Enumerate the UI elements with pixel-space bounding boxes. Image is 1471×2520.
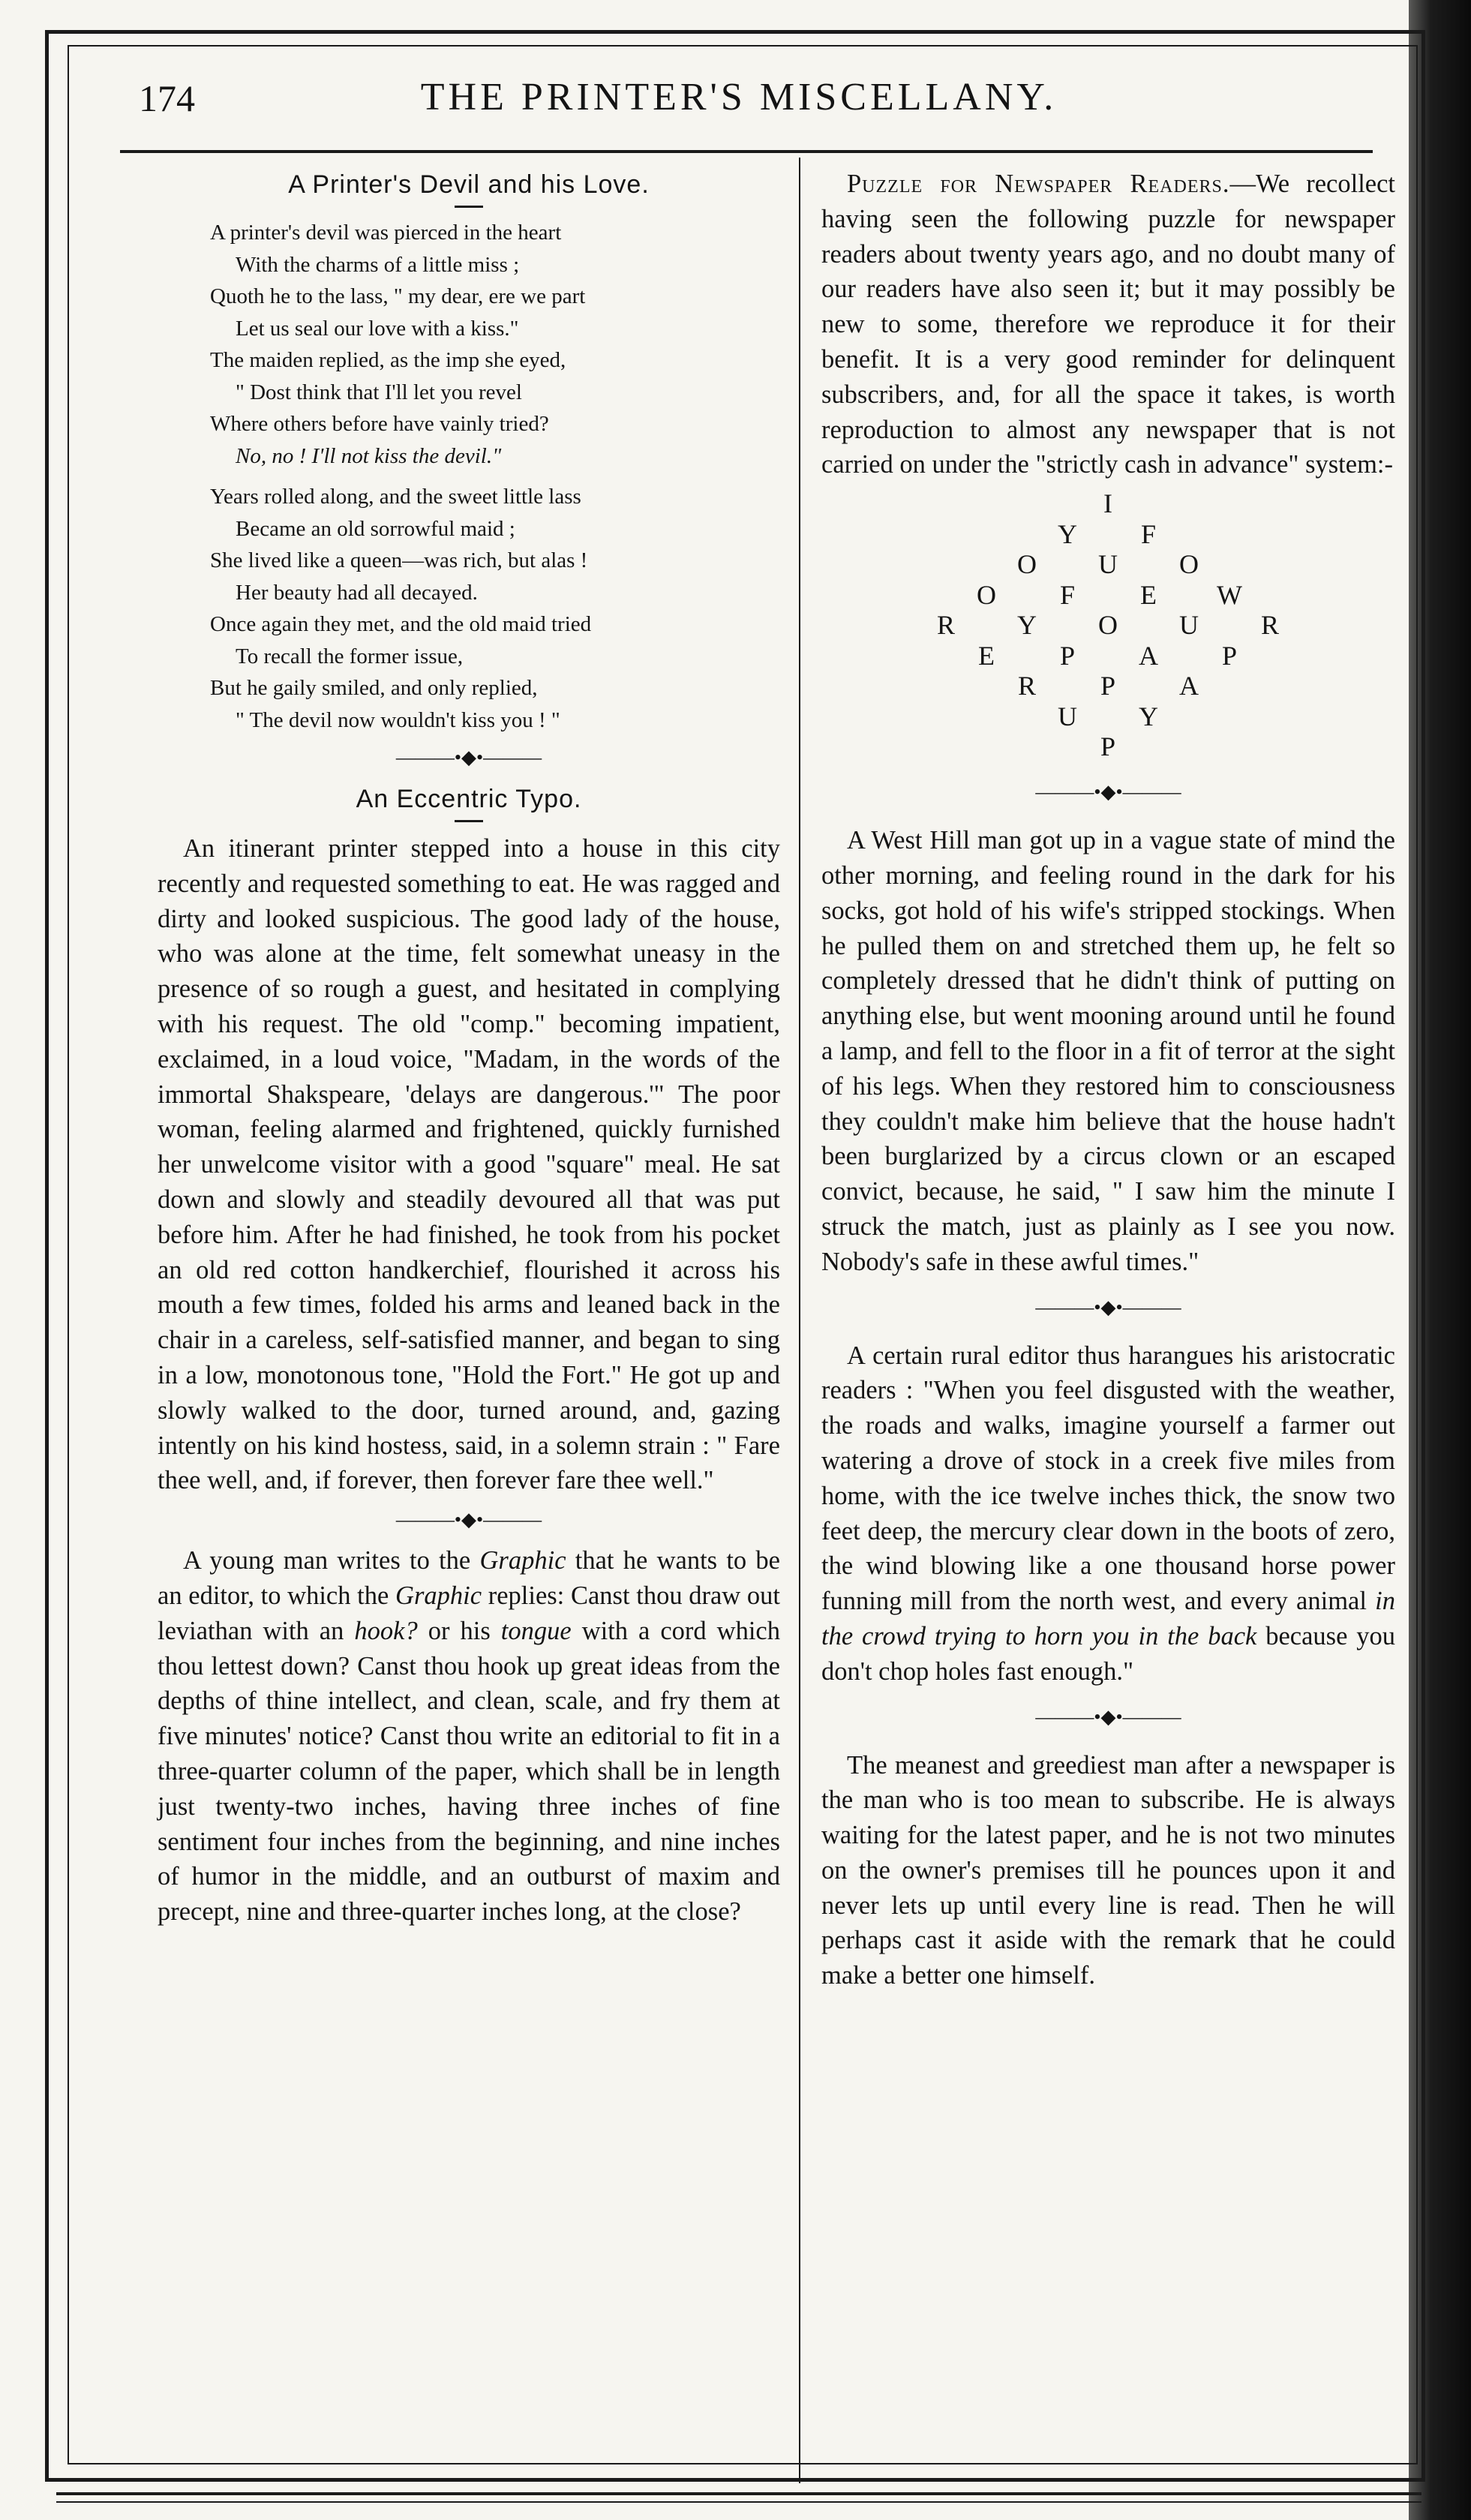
section-ornament: ———•◆•——— <box>1035 1705 1181 1728</box>
puzzle-letter: A <box>1179 671 1199 701</box>
puzzle-letter: Y <box>1017 610 1037 641</box>
poem-line: Once again they met, and the old maid tried <box>210 612 592 636</box>
poem-line: Quoth he to the lass, " my dear, ere we part <box>210 284 586 308</box>
poem-line: She lived like a queen—was rich, but alas ! <box>210 548 588 572</box>
puzzle-letter: R <box>1260 610 1279 641</box>
title-underline <box>455 206 483 208</box>
poem-line: Where others before have vainly tried? <box>210 412 549 436</box>
right-column <box>821 167 1395 1993</box>
running-head: THE PRINTER'S MISCELLANY. <box>420 76 1058 119</box>
puzzle-letter: E <box>1140 579 1157 610</box>
puzzle-letter: U <box>1098 549 1118 580</box>
page-header <box>94 66 1384 134</box>
poem-line: Let us seal our love with a kiss." <box>236 316 519 341</box>
puzzle-letter: R <box>936 610 955 641</box>
typo-title: An Eccentric Typo. <box>356 785 582 813</box>
poem-line: Her beauty had all decayed. <box>236 580 478 605</box>
poem-line: But he gaily smiled, and only replied, <box>210 676 538 700</box>
puzzle-letter: O <box>977 579 996 610</box>
section-ornament: ———•◆•——— <box>1035 781 1181 803</box>
typo-paragraph: An itinerant printer stepped into a house in this city recently and requested something to eat. He was ragged and dirty and looked suspicious. The good lady of the house, who was alone at the time, felt somewhat uneasy in the presence of so rough a guest, and hesitated in complying with his request. The old "comp." becoming impatient, exclaimed, in a loud voice, "Madam, in the words of the immortal Shakspeare, 'delays are dangerous.'" The poor woman, feeling alarmed and frightened, quickly furnished her unwelcome visitor with a good "square" meal. He sat down and slowly and steadily devoured all that was put before him. After he had finished, he took from his pocket an old red cotton handkerchief, flourished it across his mouth a few times, folded his arms and leaned back in the chair in a careless, self-satisfied manner, and began to sing in a low, monotonous tone, "Hold the Fort." He got up and slowly walked to the door, turned around, and, gazing intently on his kind hostess, said, in a solemn strain : " Fare thee well, and, if forever, then forever fare thee well." <box>158 834 780 1495</box>
section-ornament: ———•◆•——— <box>395 1509 542 1531</box>
letter-puzzle <box>821 487 1395 764</box>
west-hill-paragraph: A West Hill man got up in a vague state of mind the other morning, and feeling round in the dark for his socks, got hold of his wife's stripped stockings. When he pulled them on and stretched them up, he felt so completely dressed that he didn't think of putting on anything else, but went mooning around until he found a lamp, and fell to the floor in a fit of terror at the sight of his legs. When they restored him to consciousness they couldn't make him believe that the house hadn't been burglarized by a circus clown or an escaped convict, because, he said, " I saw him the minute I struck the match, just as plainly as I see you now. Nobody's safe in these awful times." <box>821 826 1395 1276</box>
page-number: 174 <box>139 77 195 119</box>
puzzle-letter: U <box>1058 701 1077 731</box>
poem-line: Years rolled along, and the sweet little lass <box>210 485 581 509</box>
section-ornament: ———•◆•——— <box>395 746 542 768</box>
poem-line: The maiden replied, as the imp she eyed, <box>210 348 566 372</box>
title-underline <box>455 820 483 822</box>
puzzle-letter: P <box>1221 640 1238 671</box>
puzzle-letter: Y <box>1139 701 1158 731</box>
poem-line: Became an old sorrowful maid ; <box>236 516 515 541</box>
poem-line: A printer's devil was pierced in the heart <box>210 221 562 245</box>
poem-line: No, no ! I'll not kiss the devil." <box>236 443 502 468</box>
puzzle-letter: U <box>1179 610 1199 641</box>
puzzle-letter: O <box>1179 549 1199 580</box>
section-ornament: ———•◆•——— <box>1035 1296 1181 1318</box>
puzzle-letter: R <box>1017 671 1036 701</box>
rural-editor-paragraph: A certain rural editor thus harangues his aristocratic readers : "When you feel disgusted with the weather, the roads and walks, imagine yourself a farmer out watering a drove of stock in a creek five miles from home, with the ice twelve inches thick, the snow two feet deep, the mercury clear down in the boots of zero, the wind blowing like a one thousand horse power funning mill from the north west, and every animal in the crowd trying to horn you in the back because you don't chop holes fast enough." <box>821 1341 1395 1686</box>
column-divider <box>799 158 800 2483</box>
bottom-rule-thin <box>56 2501 1421 2503</box>
puzzle-letter: P <box>1100 731 1116 762</box>
puzzle-letter: P <box>1059 640 1076 671</box>
poem-line: " Dost think that I'll let you revel <box>236 380 522 404</box>
graphic-paragraph: A young man writes to the Graphic that he wants to be an editor, to which the Graphic replies: Canst thou draw out leviathan with an hook? or his tongue with a cord which thou lettest down? Canst thou hook up great ideas from the depths of thine intellect, and clean, scale, and fry them at five minutes' notice? Canst thou write an editorial to fit in a three-quarter column of the paper, which shall be in length just twenty-two inches, having three inches of fine sentiment four inches from the beginning, and nine inches of humor in the middle, and an outburst of maxim and precept, nine and three-quarter inches long, at the close? <box>158 1546 780 1927</box>
puzzle-paragraph: Puzzle for Newspaper Readers.—We recollect having seen the following puzzle for newspaper readers about twenty years ago, and no doubt many of our readers have also seen it; but it may possibly be new to some, therefore we reproduce it for their benefit. It is a very good reminder for delinquent subscribers, and, for all the space it takes, is worth reproduction to almost any newspaper that is not carried on under the "strictly cash in advance" system:- <box>821 170 1395 479</box>
meanest-man-paragraph: The meanest and greediest man after a newspaper is the man who is too mean to subscribe. He is always waiting for the latest paper, and he is not two minutes on the owner's premises till he pounces upon it and never lets up until every line is read. Then he will perhaps cast it aside with the remark that he could make a better one himself. <box>821 1750 1395 1990</box>
poem-title: A Printer's Devil and his Love. <box>288 170 650 199</box>
left-column <box>158 167 780 1930</box>
puzzle-letter: P <box>1100 671 1116 701</box>
poem-line: With the charms of a little miss ; <box>236 252 520 277</box>
bottom-rule <box>56 2492 1421 2495</box>
puzzle-letter: F <box>1059 579 1076 610</box>
poem <box>210 217 780 736</box>
puzzle-letter: F <box>1140 518 1157 549</box>
poem-line: " The devil now wouldn't kiss you ! " <box>236 707 560 732</box>
puzzle-letter: I <box>1103 488 1112 519</box>
puzzle-letter: W <box>1217 579 1242 610</box>
header-rule <box>120 150 1373 153</box>
puzzle-letter: E <box>978 640 995 671</box>
puzzle-letter: O <box>1098 610 1118 641</box>
puzzle-letter: O <box>1017 549 1037 580</box>
puzzle-letter: Y <box>1058 518 1077 549</box>
puzzle-letter: A <box>1139 640 1158 671</box>
poem-line: To recall the former issue, <box>236 644 464 668</box>
puzzle-heading: Puzzle for Newspaper Readers. <box>847 170 1230 198</box>
